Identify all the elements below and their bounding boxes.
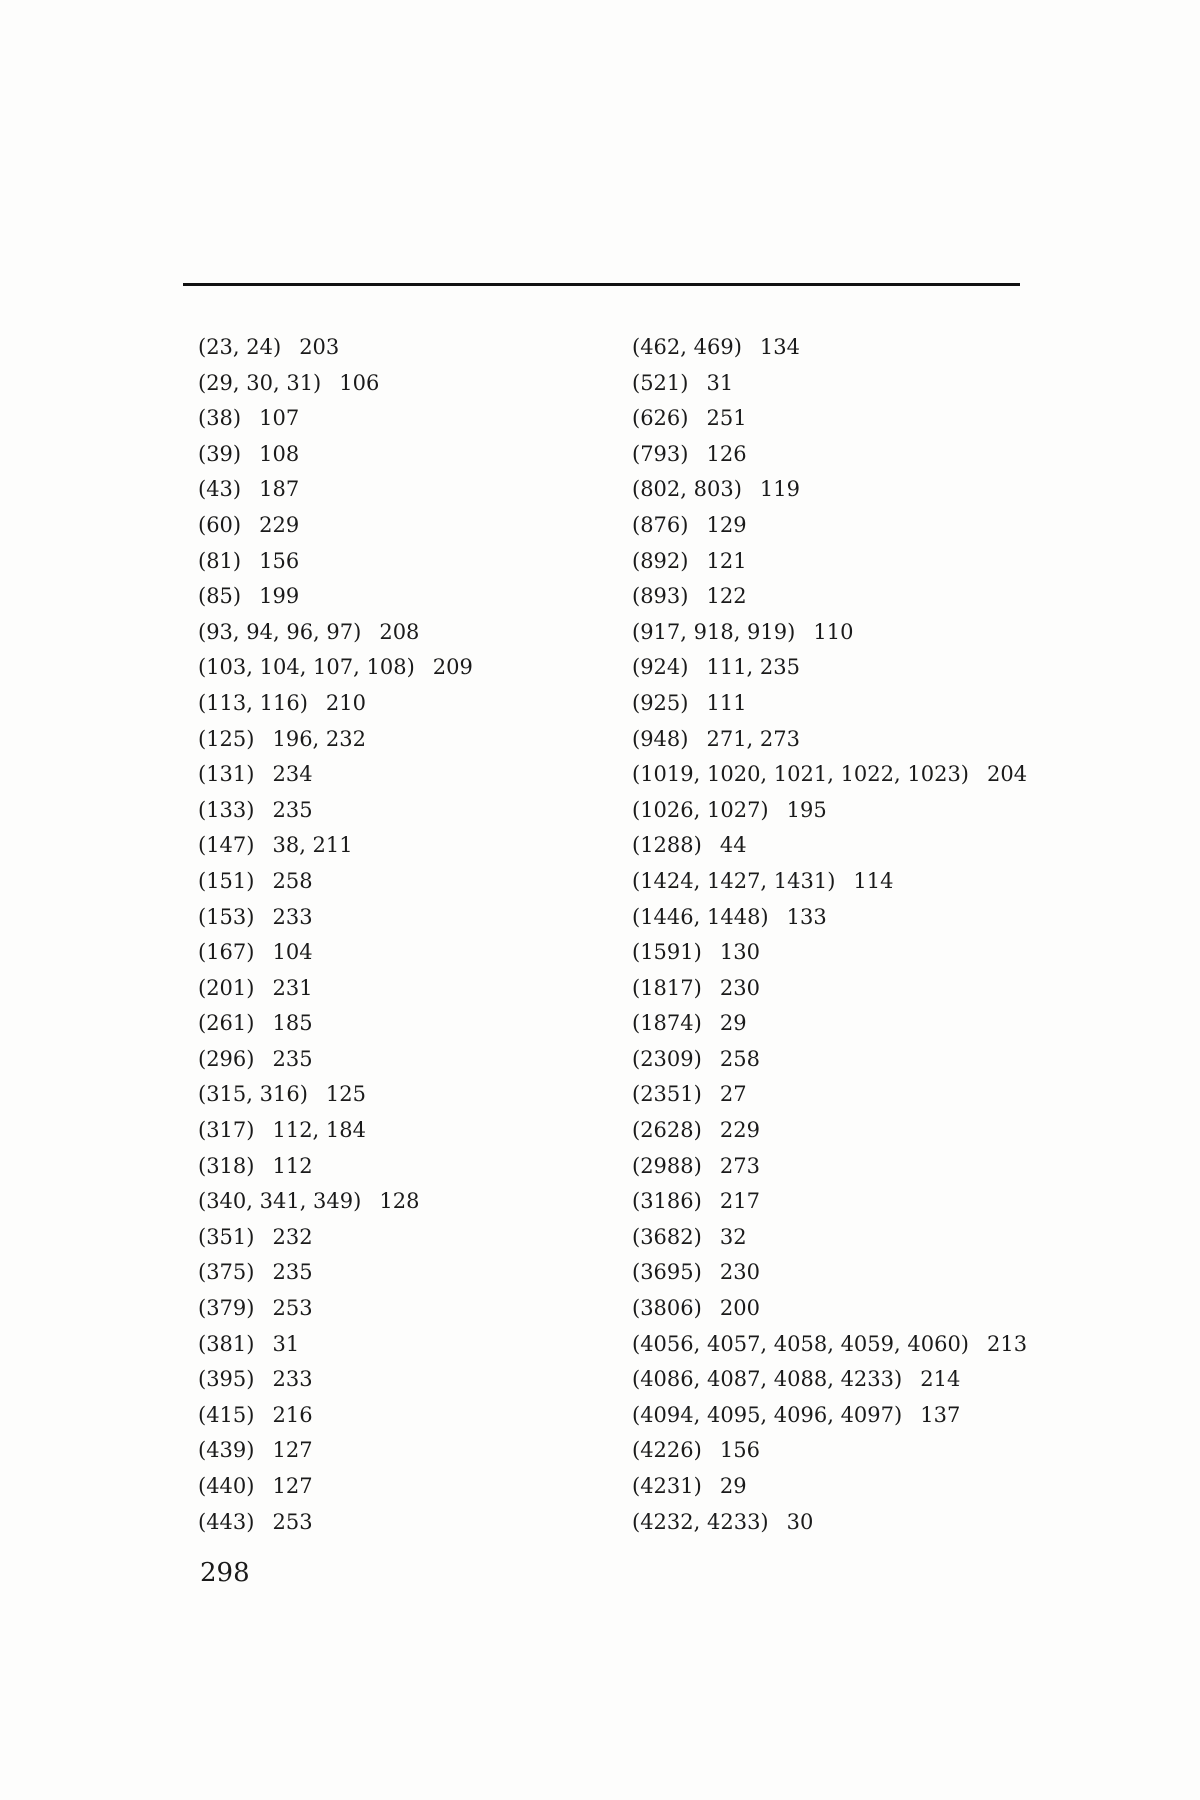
entry-reference: (60) xyxy=(198,512,242,537)
entry-page-numbers: 216 xyxy=(272,1402,313,1427)
index-entry xyxy=(198,330,473,366)
index-entry xyxy=(198,1184,473,1220)
index-entry xyxy=(632,650,1027,686)
index-entry xyxy=(198,757,473,793)
entry-page-numbers: 253 xyxy=(272,1509,313,1534)
index-entry xyxy=(198,1398,473,1434)
entry-page-numbers: 258 xyxy=(719,1046,760,1071)
index-entry xyxy=(632,401,1027,437)
index-entry xyxy=(632,1149,1027,1185)
entry-reference: (1288) xyxy=(632,833,702,858)
entry-reference: (2351) xyxy=(632,1082,702,1107)
entry-page-numbers: 133 xyxy=(786,904,827,929)
index-entry xyxy=(632,1220,1027,1256)
entry-page-numbers: 231 xyxy=(272,975,313,1000)
index-entry xyxy=(632,757,1027,793)
entry-reference: (3695) xyxy=(632,1260,702,1285)
index-entry xyxy=(632,1327,1027,1363)
entry-reference: (1424, 1427, 1431) xyxy=(632,868,836,893)
entry-page-numbers: 27 xyxy=(719,1082,747,1107)
entry-reference: (1874) xyxy=(632,1011,702,1036)
index-entry xyxy=(632,1255,1027,1291)
index-entry xyxy=(198,864,473,900)
entry-reference: (626) xyxy=(632,406,689,431)
index-entry xyxy=(198,544,473,580)
entry-reference: (893) xyxy=(632,584,689,609)
index-entry xyxy=(198,1433,473,1469)
entry-page-numbers: 209 xyxy=(432,655,473,680)
index-column-left xyxy=(198,330,473,1540)
entry-reference: (147) xyxy=(198,833,255,858)
entry-page-numbers: 214 xyxy=(920,1367,961,1392)
entry-reference: (2309) xyxy=(632,1046,702,1071)
index-entry xyxy=(198,1362,473,1398)
entry-page-numbers: 251 xyxy=(706,406,747,431)
entry-reference: (4094, 4095, 4096, 4097) xyxy=(632,1402,903,1427)
entry-reference: (4056, 4057, 4058, 4059, 4060) xyxy=(632,1331,970,1356)
entry-page-numbers: 137 xyxy=(920,1402,961,1427)
index-entry xyxy=(198,828,473,864)
entry-reference: (125) xyxy=(198,726,255,751)
index-entry xyxy=(632,864,1027,900)
entry-page-numbers: 156 xyxy=(719,1438,760,1463)
index-entry xyxy=(632,1362,1027,1398)
entry-page-numbers: 230 xyxy=(719,1260,760,1285)
entry-page-numbers: 200 xyxy=(719,1296,760,1321)
page-number: 298 xyxy=(200,1558,250,1588)
entry-reference: (415) xyxy=(198,1402,255,1427)
entry-reference: (793) xyxy=(632,441,689,466)
entry-page-numbers: 106 xyxy=(339,370,380,395)
entry-page-numbers: 31 xyxy=(706,370,734,395)
entry-reference: (81) xyxy=(198,548,242,573)
entry-page-numbers: 203 xyxy=(299,335,340,359)
entry-page-numbers: 29 xyxy=(719,1474,747,1498)
index-entry xyxy=(632,1291,1027,1327)
entry-reference: (917, 918, 919) xyxy=(632,619,796,644)
index-entry xyxy=(632,1469,1027,1505)
entry-reference: (4231) xyxy=(632,1474,702,1498)
index-entry xyxy=(632,1184,1027,1220)
index-entry xyxy=(632,828,1027,864)
entry-reference: (3806) xyxy=(632,1296,702,1321)
index-entry xyxy=(198,722,473,758)
entry-page-numbers: 185 xyxy=(272,1011,313,1036)
index-entry xyxy=(632,508,1027,544)
entry-page-numbers: 128 xyxy=(379,1189,420,1214)
entry-reference: (924) xyxy=(632,655,689,680)
entry-reference: (151) xyxy=(198,868,255,893)
entry-page-numbers: 273 xyxy=(719,1153,760,1178)
index-entry xyxy=(198,1113,473,1149)
entry-page-numbers: 107 xyxy=(259,406,300,431)
entry-page-numbers: 258 xyxy=(272,868,313,893)
entry-reference: (379) xyxy=(198,1296,255,1321)
entry-reference: (103, 104, 107, 108) xyxy=(198,655,415,680)
entry-reference: (3186) xyxy=(632,1189,702,1214)
entry-page-numbers: 204 xyxy=(987,762,1028,787)
entry-page-numbers: 38, 211 xyxy=(272,833,353,858)
entry-page-numbers: 229 xyxy=(719,1118,760,1143)
entry-reference: (133) xyxy=(198,797,255,822)
entry-page-numbers: 110 xyxy=(813,619,854,644)
index-entry xyxy=(632,935,1027,971)
index-entry xyxy=(198,1077,473,1113)
entry-reference: (4226) xyxy=(632,1438,702,1463)
index-entry xyxy=(632,1113,1027,1149)
entry-reference: (1817) xyxy=(632,975,702,1000)
entry-reference: (1026, 1027) xyxy=(632,797,769,822)
index-entry xyxy=(198,1327,473,1363)
entry-page-numbers: 271, 273 xyxy=(706,726,800,751)
entry-reference: (39) xyxy=(198,441,242,466)
entry-page-numbers: 122 xyxy=(706,584,747,609)
entry-reference: (802, 803) xyxy=(632,477,742,502)
index-entry xyxy=(198,1505,473,1541)
index-entry xyxy=(198,508,473,544)
entry-page-numbers: 253 xyxy=(272,1296,313,1321)
entry-page-numbers: 44 xyxy=(719,833,747,858)
entry-page-numbers: 208 xyxy=(379,619,420,644)
entry-reference: (1019, 1020, 1021, 1022, 1023) xyxy=(632,762,970,787)
index-entry xyxy=(632,1077,1027,1113)
entry-page-numbers: 112, 184 xyxy=(272,1118,366,1143)
entry-page-numbers: 217 xyxy=(719,1189,760,1214)
entry-page-numbers: 134 xyxy=(759,335,800,359)
entry-reference: (113, 116) xyxy=(198,690,308,715)
index-entry xyxy=(198,401,473,437)
index-entry xyxy=(632,437,1027,473)
index-entry xyxy=(198,1149,473,1185)
entry-page-numbers: 232 xyxy=(272,1224,313,1249)
entry-reference: (131) xyxy=(198,762,255,787)
index-entry xyxy=(632,1006,1027,1042)
entry-page-numbers: 104 xyxy=(272,940,313,965)
entry-reference: (892) xyxy=(632,548,689,573)
entry-reference: (261) xyxy=(198,1011,255,1036)
entry-reference: (462, 469) xyxy=(632,335,742,359)
entry-page-numbers: 129 xyxy=(706,512,747,537)
entry-reference: (3682) xyxy=(632,1224,702,1249)
entry-page-numbers: 230 xyxy=(719,975,760,1000)
index-entry xyxy=(198,686,473,722)
index-entry xyxy=(198,793,473,829)
index-entry xyxy=(198,971,473,1007)
index-entry xyxy=(198,1469,473,1505)
entry-page-numbers: 233 xyxy=(272,1367,313,1392)
entry-page-numbers: 31 xyxy=(272,1331,300,1356)
entry-page-numbers: 235 xyxy=(272,1046,313,1071)
entry-reference: (1591) xyxy=(632,940,702,965)
entry-reference: (395) xyxy=(198,1367,255,1392)
entry-page-numbers: 30 xyxy=(786,1509,814,1534)
entry-reference: (2988) xyxy=(632,1153,702,1178)
entry-page-numbers: 187 xyxy=(259,477,300,502)
entry-page-numbers: 127 xyxy=(272,1438,313,1463)
entry-page-numbers: 112 xyxy=(272,1153,313,1178)
entry-page-numbers: 127 xyxy=(272,1474,313,1498)
entry-page-numbers: 235 xyxy=(272,797,313,822)
entry-reference: (318) xyxy=(198,1153,255,1178)
entry-page-numbers: 125 xyxy=(325,1082,366,1107)
index-entry xyxy=(198,472,473,508)
entry-reference: (93, 94, 96, 97) xyxy=(198,619,362,644)
entry-reference: (381) xyxy=(198,1331,255,1356)
index-entry xyxy=(632,722,1027,758)
index-entry xyxy=(198,1255,473,1291)
entry-reference: (296) xyxy=(198,1046,255,1071)
entry-reference: (948) xyxy=(632,726,689,751)
entry-reference: (440) xyxy=(198,1474,255,1498)
entry-page-numbers: 195 xyxy=(786,797,827,822)
entry-page-numbers: 156 xyxy=(259,548,300,573)
entry-reference: (4232, 4233) xyxy=(632,1509,769,1534)
entry-reference: (4086, 4087, 4088, 4233) xyxy=(632,1367,903,1392)
index-entry xyxy=(632,1398,1027,1434)
index-entry xyxy=(198,366,473,402)
index-entry xyxy=(198,1291,473,1327)
entry-reference: (23, 24) xyxy=(198,335,282,359)
entry-page-numbers: 32 xyxy=(719,1224,747,1249)
entry-reference: (29, 30, 31) xyxy=(198,370,322,395)
index-entry xyxy=(632,900,1027,936)
index-entry xyxy=(632,1433,1027,1469)
entry-page-numbers: 114 xyxy=(853,868,894,893)
index-entry xyxy=(198,1042,473,1078)
entry-reference: (2628) xyxy=(632,1118,702,1143)
entry-page-numbers: 108 xyxy=(259,441,300,466)
entry-reference: (876) xyxy=(632,512,689,537)
entry-reference: (351) xyxy=(198,1224,255,1249)
entry-page-numbers: 121 xyxy=(706,548,747,573)
index-entry xyxy=(632,1505,1027,1541)
entry-reference: (439) xyxy=(198,1438,255,1463)
entry-reference: (153) xyxy=(198,904,255,929)
entry-reference: (1446, 1448) xyxy=(632,904,769,929)
entry-page-numbers: 229 xyxy=(259,512,300,537)
index-entry xyxy=(198,900,473,936)
index-entry xyxy=(632,366,1027,402)
entry-page-numbers: 126 xyxy=(706,441,747,466)
entry-page-numbers: 199 xyxy=(259,584,300,609)
index-entry xyxy=(198,579,473,615)
entry-page-numbers: 210 xyxy=(325,690,366,715)
index-entry xyxy=(632,330,1027,366)
index-entry xyxy=(632,579,1027,615)
index-entry xyxy=(198,615,473,651)
index-entry xyxy=(632,615,1027,651)
entry-page-numbers: 233 xyxy=(272,904,313,929)
entry-page-numbers: 234 xyxy=(272,762,313,787)
index-entry xyxy=(198,650,473,686)
index-entry xyxy=(632,472,1027,508)
entry-reference: (201) xyxy=(198,975,255,1000)
entry-page-numbers: 213 xyxy=(987,1331,1028,1356)
entry-page-numbers: 29 xyxy=(719,1011,747,1036)
entry-page-numbers: 111, 235 xyxy=(706,655,800,680)
entry-page-numbers: 196, 232 xyxy=(272,726,366,751)
entry-page-numbers: 119 xyxy=(759,477,800,502)
index-entry xyxy=(632,544,1027,580)
index-entry xyxy=(632,1042,1027,1078)
entry-reference: (317) xyxy=(198,1118,255,1143)
index-entry xyxy=(198,1220,473,1256)
index-entry xyxy=(198,1006,473,1042)
entry-reference: (375) xyxy=(198,1260,255,1285)
entry-page-numbers: 235 xyxy=(272,1260,313,1285)
entry-reference: (167) xyxy=(198,940,255,965)
index-entry xyxy=(632,793,1027,829)
index-entry xyxy=(198,437,473,473)
entry-reference: (315, 316) xyxy=(198,1082,308,1107)
entry-reference: (43) xyxy=(198,477,242,502)
entry-reference: (340, 341, 349) xyxy=(198,1189,362,1214)
index-column-right xyxy=(632,330,1027,1540)
index-entry xyxy=(632,971,1027,1007)
entry-page-numbers: 130 xyxy=(719,940,760,965)
entry-reference: (521) xyxy=(632,370,689,395)
entry-reference: (38) xyxy=(198,406,242,431)
entry-reference: (443) xyxy=(198,1509,255,1534)
entry-reference: (85) xyxy=(198,584,242,609)
entry-page-numbers: 111 xyxy=(706,690,747,715)
entry-reference: (925) xyxy=(632,690,689,715)
index-entry xyxy=(632,686,1027,722)
header-rule xyxy=(183,283,1020,286)
index-entry xyxy=(198,935,473,971)
